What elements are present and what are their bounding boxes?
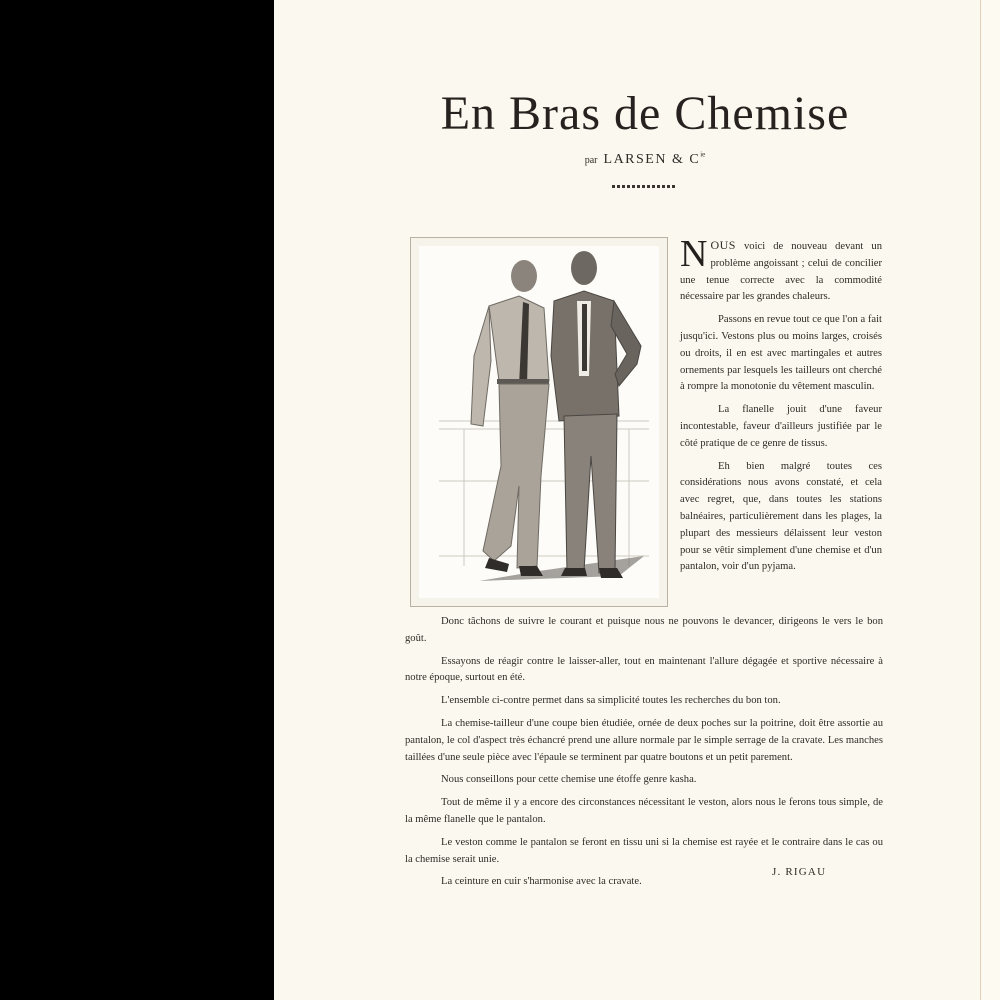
article-paragraph: Passons en revue tout ce que l'on a fait jusqu'ici. Vestons plus ou moins larges, croisés ou droits, il en est avec martingales et autres ornements par lesquels les tailleurs ont cherché à rompre la monotonie du vêtement masculin. bbox=[680, 314, 882, 393]
article-paragraph: La ceinture en cuir s'harmonise avec la cravate. bbox=[441, 876, 642, 888]
opening-word: OUS bbox=[710, 238, 736, 252]
illustration-frame bbox=[410, 237, 668, 607]
article-paragraph: La flanelle jouit d'une faveur incontestable, faveur d'ailleurs justifiée par le côté pratique de ce genre de tissus. bbox=[680, 404, 882, 449]
author-signature: J. RIGAU bbox=[772, 866, 827, 878]
article-paragraph: La chemise-tailleur d'une coupe bien étudiée, ornée de deux poches sur la poitrine, doit être assortie au pantalon, le col d'aspect très échancré prend une allure normale par le simple serrage de la cravate. Les manches taillées d'une seule pièce avec l'épaule se terminent par quatre boutons et un petit parement. bbox=[405, 717, 883, 763]
article-paragraph: Le veston comme le pantalon se feront en tissu uni si la chemise est rayée et le contraire dans le cas ou la chemise serait unie. bbox=[405, 836, 883, 865]
fashion-illustration-icon bbox=[419, 246, 659, 598]
black-margin bbox=[0, 0, 274, 1000]
article-paragraph: Essayons de réagir contre le laisser-aller, tout en maintenant l'allure dégagée et sportive nécessaire à notre époque, surtout en été. bbox=[405, 655, 883, 684]
article-body bbox=[405, 614, 883, 897]
dropcap: N bbox=[680, 233, 708, 275]
ornament-divider bbox=[612, 185, 675, 188]
byline-superscript: ie bbox=[700, 150, 706, 159]
magazine-page bbox=[274, 0, 1000, 1000]
byline bbox=[274, 150, 1000, 168]
article-paragraph: Tout de même il y a encore des circonstances nécessitant le veston, alors nous le ferons tous simple, de la même flanelle que le pantalon. bbox=[405, 797, 883, 825]
article-paragraph: NOUS voici de nouveau devant un problème angoissant ; celui de concilier une tenue correcte avec la commodité nécessaire par les grandes chaleurs. bbox=[680, 233, 882, 303]
byline-firm: LARSEN & C bbox=[603, 152, 701, 167]
article-paragraph: Eh bien malgré toutes ces considérations nous avons constaté, et cela avec regret, que, dans toutes les stations balnéaires, particulièrement dans les plages, la plupart des messieurs délaissent leur veston pour se vêtir simplement d'une chemise et d'un pantalon, voir d'un pyjama. bbox=[680, 460, 882, 573]
article-title: En Bras de Chemise bbox=[440, 87, 850, 140]
article-paragraph: L'ensemble ci-contre permet dans sa simplicité toutes les recherches du bon ton. bbox=[441, 695, 781, 707]
article-paragraph: Donc tâchons de suivre le courant et puisque nous ne pouvons le devancer, dirigeons le vers le bon goût. bbox=[405, 616, 883, 644]
article-paragraph: Nous conseillons pour cette chemise une étoffe genre kasha. bbox=[441, 774, 697, 786]
byline-prefix: par bbox=[584, 155, 598, 166]
article-column bbox=[680, 233, 882, 582]
